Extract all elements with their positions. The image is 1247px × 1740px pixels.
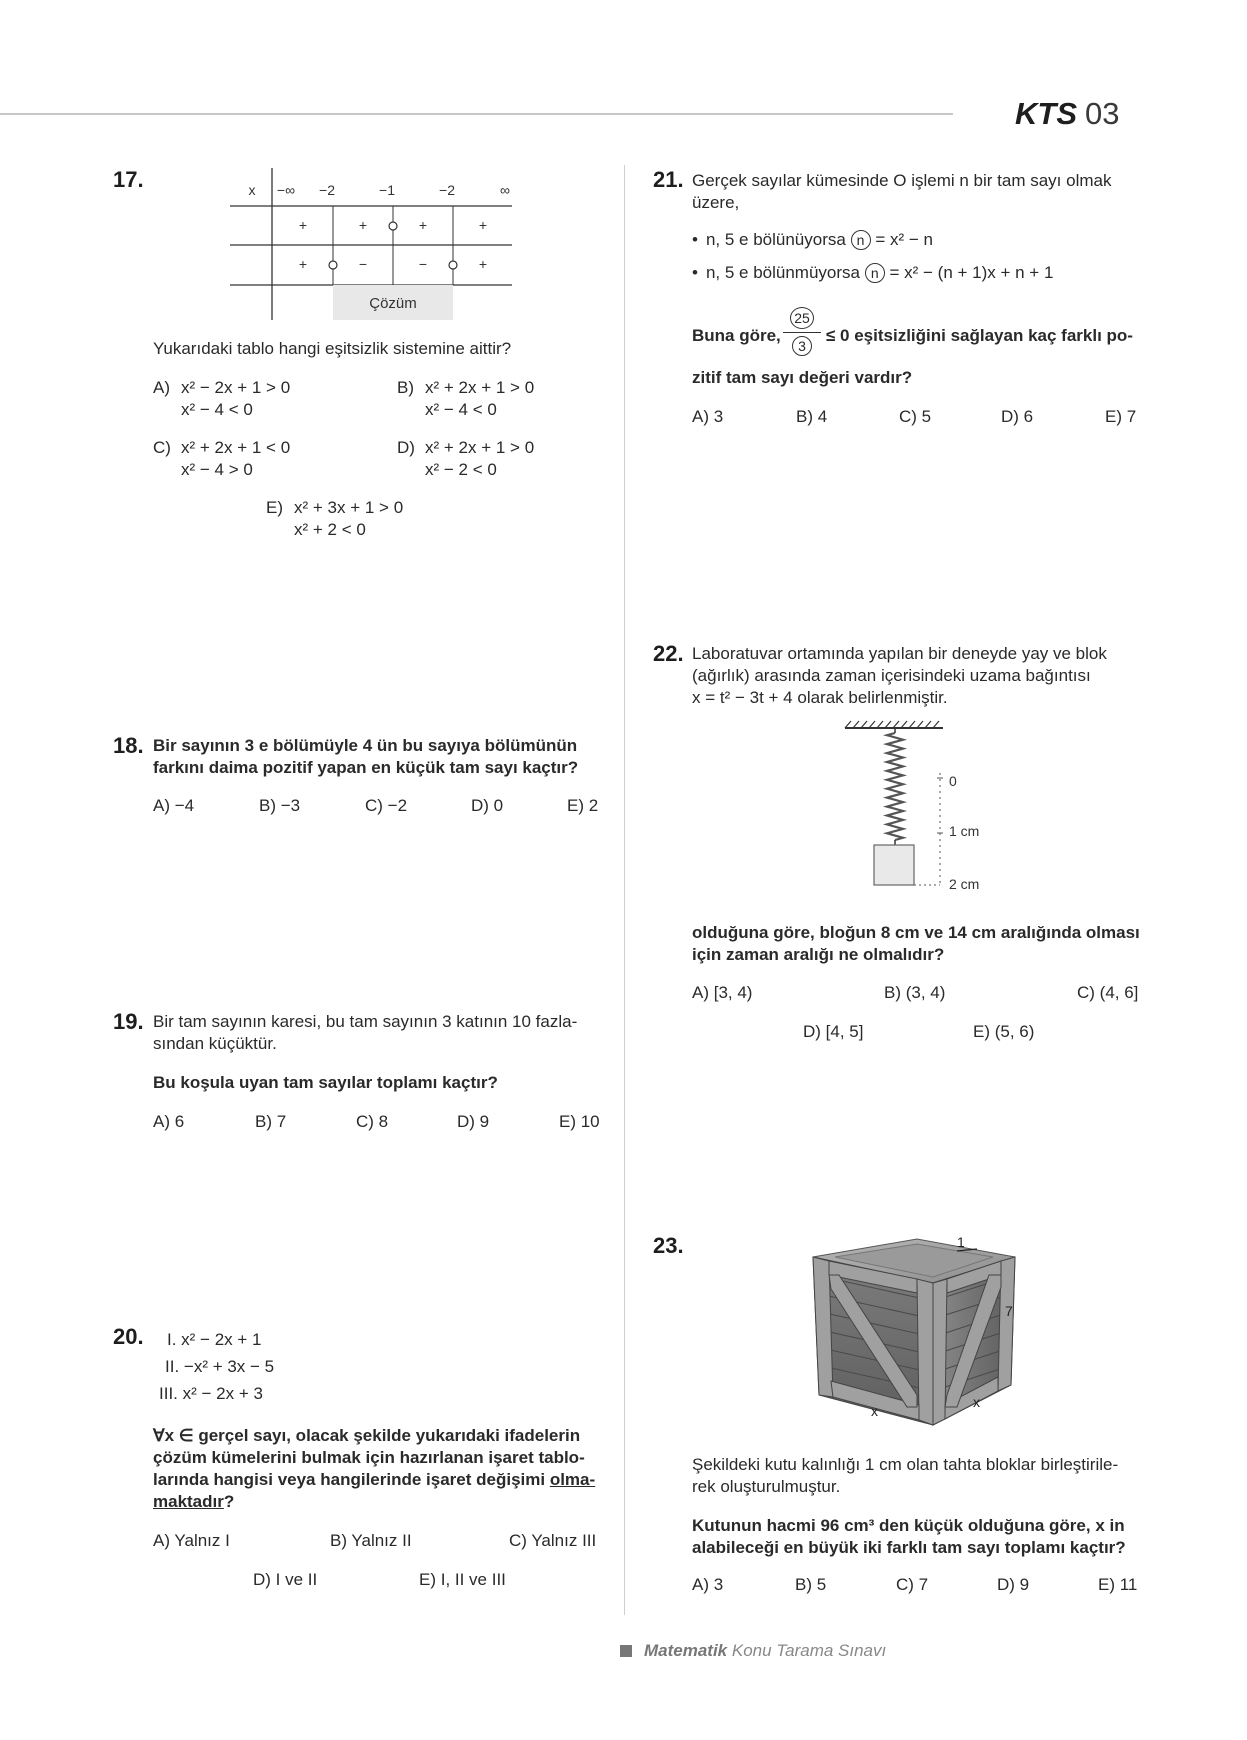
q17-option-a: A) x² − 2x + 1 > 0 x² − 4 < 0 <box>153 378 291 419</box>
q22-text: Laboratuvar ortamında yapılan bir deneyde yay ve blok (ağırlık) arasında zaman içerisindeki uzama bağıntısı x = t² − 3t + 4 olarak belirlenmiştir. <box>692 644 1107 707</box>
q18-option: A) −4 <box>153 796 195 815</box>
q20-item: I. x² − 2x + 1 <box>167 1330 262 1349</box>
q17-question: Yukarıdaki tablo hangi eşitsizlik sistemine aittir? <box>153 339 512 358</box>
q18-option: D) 0 <box>471 796 504 815</box>
q21-option: B) 4 <box>796 407 828 426</box>
q18-number: 18. <box>113 733 144 758</box>
q17-number: 17. <box>113 167 144 192</box>
q20-items <box>159 1326 275 1407</box>
q19-number: 19. <box>113 1009 144 1034</box>
crate-label: x <box>871 1403 878 1419</box>
q18-option: C) −2 <box>365 796 408 815</box>
brand: KTS <box>1015 96 1077 131</box>
q22-option: D) [4, 5] <box>803 1022 864 1041</box>
q20-option: A) Yalnız I <box>153 1531 230 1550</box>
q20-item: II. −x² + 3x − 5 <box>165 1357 275 1376</box>
header-rule <box>0 113 953 115</box>
q18-text: Bir sayının 3 e bölümüyle 4 ün bu sayıya bölümünün farkını daima pozitif yapan en küçük tam sayı kaçtır? <box>153 736 579 777</box>
q21-rest: ≤ 0 eşitsizliğini sağlayan kaç farklı po- <box>826 326 1133 345</box>
circle-operator: n <box>865 263 885 283</box>
spring-coil <box>887 733 903 840</box>
q20-option: C) Yalnız III <box>509 1531 597 1550</box>
q21-option: C) 5 <box>899 407 932 426</box>
q17-option-d: D) x² + 2x + 1 > 0 x² − 2 < 0 <box>397 438 535 479</box>
q23-option: C) 7 <box>896 1575 929 1594</box>
q21-number: 21. <box>653 167 684 192</box>
q21-lead: Buna göre, <box>692 326 781 345</box>
sign: + <box>418 217 428 233</box>
spring-label: 1 cm <box>949 823 980 839</box>
q22-option: B) (3, 4) <box>884 983 946 1002</box>
q23-option: E) 11 <box>1098 1575 1138 1594</box>
q23-option: B) 5 <box>795 1575 827 1594</box>
q21-fraction <box>789 307 815 356</box>
q20-number: 20. <box>113 1324 144 1349</box>
circle-operator: n <box>851 230 871 250</box>
crate-label: 7 <box>1005 1303 1013 1319</box>
circle-operator: 25 <box>790 307 814 329</box>
q23-question: Kutunun hacmi 96 cm³ den küçük olduğuna göre, x in alabileceği en büyük iki farklı tam sayı toplamı kaçtır? <box>692 1516 1126 1557</box>
spring-label: 0 <box>949 773 957 789</box>
q23-text: Şekildeki kutu kalınlığı 1 cm olan tahta bloklar birleştirile- rek oluşturulmuştur. <box>692 1455 1119 1496</box>
sign: + <box>298 217 308 233</box>
q20-item: III. x² − 2x + 3 <box>159 1384 263 1403</box>
sign: − <box>418 256 428 272</box>
circle-operator: 3 <box>792 336 812 356</box>
q23-option: A) 3 <box>692 1575 724 1594</box>
spring-diagram <box>840 718 1000 893</box>
footer <box>620 1641 886 1661</box>
exam-code <box>1015 96 1119 132</box>
sign: + <box>298 256 308 272</box>
footer-square-icon <box>620 1645 632 1657</box>
footer-subject: Matematik <box>644 1641 728 1660</box>
q23-number: 23. <box>653 1233 684 1258</box>
q19-option: B) 7 <box>255 1112 287 1131</box>
q19-option: C) 8 <box>356 1112 389 1131</box>
q21-option: D) 6 <box>1001 407 1034 426</box>
sign: − <box>358 256 368 272</box>
q17-option-e: E) x² + 3x + 1 > 0 x² + 2 < 0 <box>266 498 404 539</box>
spring-label: 2 cm <box>949 876 980 892</box>
table-x-label: x <box>248 182 256 198</box>
q19-question: Bu koşula uyan tam sayılar toplamı kaçtır? <box>153 1073 498 1092</box>
q19-option: A) 6 <box>153 1112 185 1131</box>
q22-number: 22. <box>653 641 684 666</box>
q21-option: A) 3 <box>692 407 724 426</box>
q20-option: D) I ve II <box>253 1570 318 1589</box>
q18-option: B) −3 <box>259 796 301 815</box>
sign: + <box>358 217 368 233</box>
block <box>874 845 914 885</box>
q21-last: zitif tam sayı değeri vardır? <box>692 368 913 387</box>
q17-sign-table <box>230 168 520 323</box>
q18-option: E) 2 <box>567 796 599 815</box>
table-col: ∞ <box>500 182 510 198</box>
solution-label: Çözüm <box>369 295 417 312</box>
q22-option: C) (4, 6] <box>1077 983 1139 1002</box>
table-col: −2 <box>319 182 335 198</box>
q21-bullet-2: • n, 5 e bölünmüyorsa n = x² − (n + 1)x + n + 1 <box>692 263 1054 282</box>
q21-bullet-1: • n, 5 e bölünüyorsa n = x² − n <box>692 230 933 249</box>
table-col: −1 <box>379 182 395 198</box>
crate-label: 1 <box>957 1235 965 1250</box>
q21-option: E) 7 <box>1105 407 1137 426</box>
q20-option: E) I, II ve III <box>419 1570 506 1589</box>
q20-question: ∀x ∈ gerçel sayı, olacak şekilde yukarıdaki ifadelerin çözüm kümelerini bulmak için hazırlanan işaret tablo- larında hangisi veya hangilerinde işaret değişimi olma- maktadır? <box>153 1426 596 1511</box>
q22-option: A) [3, 4) <box>692 983 753 1002</box>
q22-option: E) (5, 6) <box>973 1022 1035 1041</box>
q17-option-c: C) x² + 2x + 1 < 0 x² − 4 > 0 <box>153 438 291 479</box>
table-col: −2 <box>439 182 455 198</box>
q20-option: B) Yalnız II <box>330 1531 412 1550</box>
q23-option: D) 9 <box>997 1575 1030 1594</box>
q17-option-b: B) x² + 2x + 1 > 0 x² − 4 < 0 <box>397 378 535 419</box>
exam-number: 03 <box>1085 96 1120 131</box>
q19-option: D) 9 <box>457 1112 490 1131</box>
sign: + <box>478 256 488 272</box>
wooden-crate <box>805 1235 1035 1430</box>
footer-title: Konu Tarama Sınavı <box>731 1641 887 1660</box>
table-col: −∞ <box>276 182 296 198</box>
q22-question: olduğuna göre, bloğun 8 cm ve 14 cm aralığında olması için zaman aralığı ne olmalıdır? <box>692 923 1140 964</box>
column-divider <box>624 165 625 1615</box>
q19-option: E) 10 <box>559 1112 600 1131</box>
q19-text: Bir tam sayının karesi, bu tam sayının 3 katının 10 fazla- sından küçüktür. <box>153 1012 578 1053</box>
sign: + <box>478 217 488 233</box>
crate-label: x <box>973 1394 980 1410</box>
q21-text: Gerçek sayılar kümesinde O işlemi n bir tam sayı olmak üzere, <box>692 171 1112 212</box>
